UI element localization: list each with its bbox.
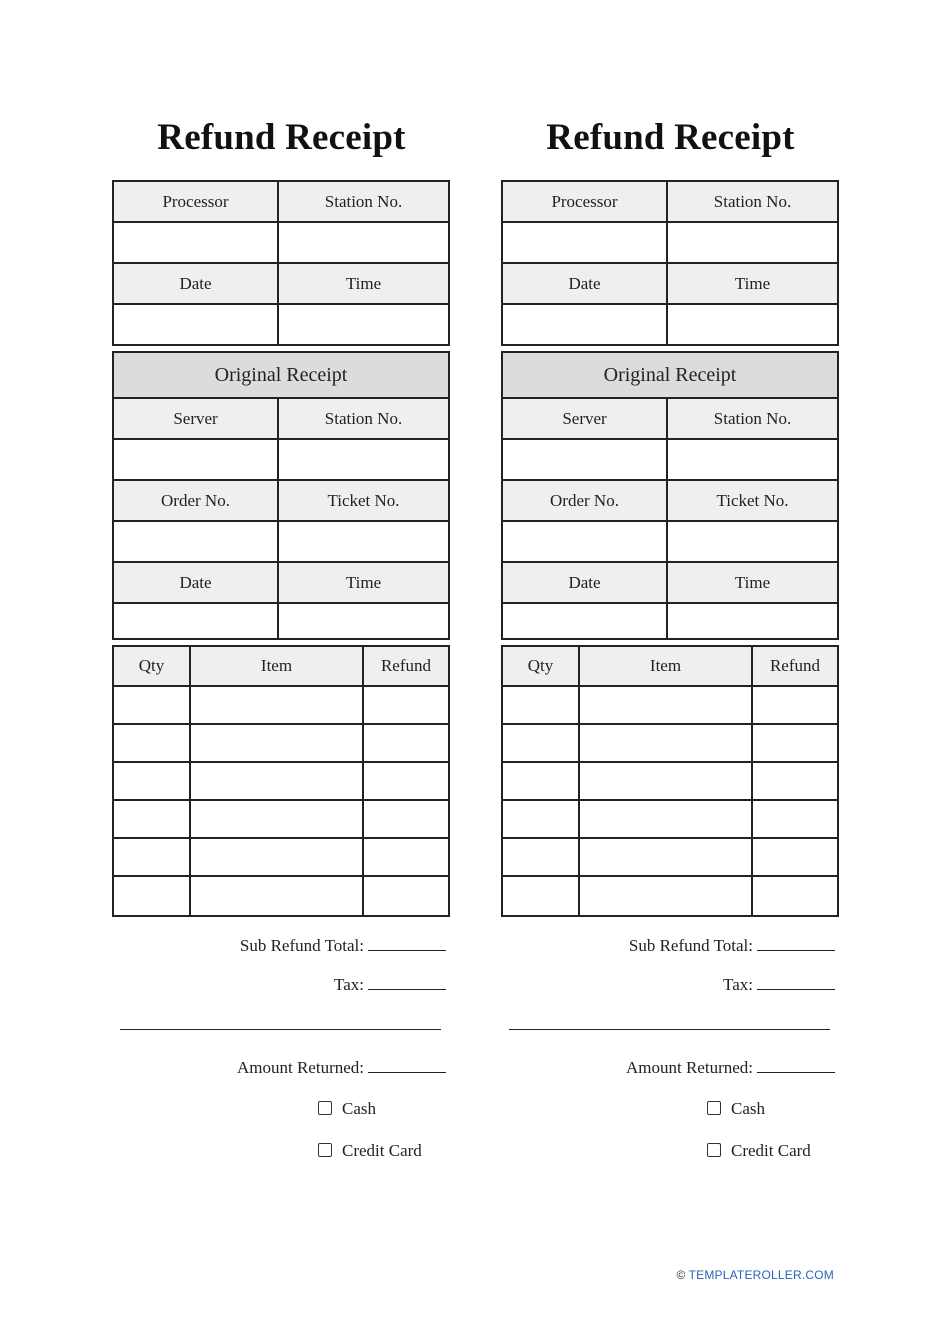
- orig-date-header: Date: [502, 562, 667, 603]
- tax-row: [334, 975, 446, 995]
- item-cell[interactable]: [190, 762, 363, 800]
- item-cell[interactable]: [579, 724, 752, 762]
- item-cell[interactable]: [190, 686, 363, 724]
- credit-card-checkbox[interactable]: [318, 1143, 332, 1157]
- processor-field[interactable]: [502, 222, 667, 263]
- table-row: [113, 838, 449, 876]
- refund-cell[interactable]: [752, 838, 838, 876]
- station-header: Station No.: [278, 181, 449, 222]
- station-field[interactable]: [667, 222, 838, 263]
- qty-cell[interactable]: [502, 800, 579, 838]
- amount-returned-field[interactable]: [757, 1058, 835, 1073]
- time-header: Time: [278, 263, 449, 304]
- sub-refund-total-field[interactable]: [757, 936, 835, 951]
- sub-refund-total-field[interactable]: [368, 936, 446, 951]
- order-field[interactable]: [502, 521, 667, 562]
- item-cell[interactable]: [190, 800, 363, 838]
- qty-cell[interactable]: [113, 838, 190, 876]
- time-field[interactable]: [278, 304, 449, 345]
- orig-time-field[interactable]: [278, 603, 449, 639]
- sub-refund-total-row: [629, 936, 835, 956]
- item-cell[interactable]: [579, 686, 752, 724]
- cash-checkbox[interactable]: [318, 1101, 332, 1115]
- table-row: [113, 762, 449, 800]
- refund-cell[interactable]: [752, 800, 838, 838]
- table-row: [502, 838, 838, 876]
- table-row: [502, 762, 838, 800]
- qty-cell[interactable]: [113, 724, 190, 762]
- qty-cell[interactable]: [113, 762, 190, 800]
- orig-station-field[interactable]: [667, 439, 838, 480]
- table-row: [502, 686, 838, 724]
- item-cell[interactable]: [190, 876, 363, 916]
- item-header: Item: [579, 646, 752, 686]
- qty-header: Qty: [502, 646, 579, 686]
- amount-returned-field[interactable]: [368, 1058, 446, 1073]
- sub-refund-total-label: Sub Refund Total:: [239, 936, 364, 955]
- credit-card-label: Credit Card: [342, 1141, 422, 1160]
- time-field[interactable]: [667, 304, 838, 345]
- table-row: [502, 876, 838, 916]
- refund-cell[interactable]: [363, 838, 449, 876]
- processor-field[interactable]: [113, 222, 278, 263]
- original-receipt-table: [501, 351, 839, 640]
- refund-cell[interactable]: [363, 876, 449, 916]
- order-header: Order No.: [113, 480, 278, 521]
- item-cell[interactable]: [190, 838, 363, 876]
- item-cell[interactable]: [579, 762, 752, 800]
- ticket-header: Ticket No.: [667, 480, 838, 521]
- item-cell[interactable]: [579, 800, 752, 838]
- sub-refund-total-label: Sub Refund Total:: [628, 936, 753, 955]
- receipt-title: Refund Receipt: [157, 117, 406, 158]
- receipt-title: Refund Receipt: [546, 117, 795, 158]
- date-header: Date: [113, 263, 278, 304]
- tax-label: Tax:: [334, 975, 364, 994]
- orig-date-field[interactable]: [113, 603, 278, 639]
- orig-date-header: Date: [113, 562, 278, 603]
- processor-header: Processor: [113, 181, 278, 222]
- date-field[interactable]: [502, 304, 667, 345]
- original-receipt-header: Original Receipt: [502, 352, 838, 398]
- ticket-field[interactable]: [667, 521, 838, 562]
- item-header: Item: [190, 646, 363, 686]
- refund-cell[interactable]: [363, 800, 449, 838]
- date-header: Date: [502, 263, 667, 304]
- qty-cell[interactable]: [113, 686, 190, 724]
- items-table: [501, 645, 839, 917]
- tax-label: Tax:: [723, 975, 753, 994]
- orig-station-header: Station No.: [667, 398, 838, 439]
- qty-cell[interactable]: [502, 838, 579, 876]
- qty-cell[interactable]: [113, 876, 190, 916]
- processor-header: Processor: [502, 181, 667, 222]
- credit-card-option[interactable]: [318, 1141, 422, 1161]
- amount-returned-row: [237, 1058, 446, 1078]
- ticket-field[interactable]: [278, 521, 449, 562]
- table-row: [502, 800, 838, 838]
- table-row: [113, 686, 449, 724]
- cash-label: Cash: [731, 1099, 765, 1118]
- item-cell[interactable]: [579, 838, 752, 876]
- order-header: Order No.: [502, 480, 667, 521]
- original-receipt-header: Original Receipt: [113, 352, 449, 398]
- footer-brand-link[interactable]: TEMPLATEROLLER.COM: [688, 1268, 834, 1282]
- server-header: Server: [502, 398, 667, 439]
- processor-table: [501, 180, 839, 346]
- order-field[interactable]: [113, 521, 278, 562]
- server-field[interactable]: [502, 439, 667, 480]
- table-row: [113, 724, 449, 762]
- refund-cell[interactable]: [363, 762, 449, 800]
- items-table: [112, 645, 450, 917]
- copyright-symbol: ©: [676, 1268, 686, 1282]
- station-field[interactable]: [278, 222, 449, 263]
- qty-cell[interactable]: [113, 800, 190, 838]
- qty-cell[interactable]: [502, 876, 579, 916]
- orig-time-header: Time: [667, 562, 838, 603]
- divider: [120, 1029, 441, 1030]
- ticket-header: Ticket No.: [278, 480, 449, 521]
- qty-cell[interactable]: [502, 724, 579, 762]
- orig-time-field[interactable]: [667, 603, 838, 639]
- credit-card-checkbox[interactable]: [707, 1143, 721, 1157]
- table-row: [113, 800, 449, 838]
- item-cell[interactable]: [579, 876, 752, 916]
- sub-refund-total-row: [240, 936, 446, 956]
- orig-time-header: Time: [278, 562, 449, 603]
- credit-card-option[interactable]: [707, 1141, 811, 1161]
- amount-returned-label: Amount Returned:: [236, 1058, 364, 1077]
- server-field[interactable]: [113, 439, 278, 480]
- tax-row: [723, 975, 835, 995]
- refund-cell[interactable]: [752, 686, 838, 724]
- qty-cell[interactable]: [502, 686, 579, 724]
- divider: [509, 1029, 830, 1030]
- refund-cell[interactable]: [363, 724, 449, 762]
- table-row: [502, 724, 838, 762]
- refund-cell[interactable]: [363, 686, 449, 724]
- tax-field[interactable]: [757, 975, 835, 990]
- station-header: Station No.: [667, 181, 838, 222]
- credit-card-label: Credit Card: [731, 1141, 811, 1160]
- amount-returned-label: Amount Returned:: [625, 1058, 753, 1077]
- qty-cell[interactable]: [502, 762, 579, 800]
- date-field[interactable]: [113, 304, 278, 345]
- refund-cell[interactable]: [752, 762, 838, 800]
- time-header: Time: [667, 263, 838, 304]
- cash-checkbox[interactable]: [707, 1101, 721, 1115]
- cash-option[interactable]: [707, 1099, 765, 1119]
- orig-station-header: Station No.: [278, 398, 449, 439]
- footer-credit: [677, 1268, 834, 1282]
- table-row: [113, 876, 449, 916]
- tax-field[interactable]: [368, 975, 446, 990]
- refund-cell[interactable]: [752, 724, 838, 762]
- item-cell[interactable]: [190, 724, 363, 762]
- refund-cell[interactable]: [752, 876, 838, 916]
- refund-header: Refund: [752, 646, 838, 686]
- amount-returned-row: [626, 1058, 835, 1078]
- orig-date-field[interactable]: [502, 603, 667, 639]
- cash-option[interactable]: [318, 1099, 376, 1119]
- cash-label: Cash: [342, 1099, 376, 1118]
- orig-station-field[interactable]: [278, 439, 449, 480]
- qty-header: Qty: [113, 646, 190, 686]
- refund-header: Refund: [363, 646, 449, 686]
- original-receipt-table: [112, 351, 450, 640]
- processor-table: [112, 180, 450, 346]
- server-header: Server: [113, 398, 278, 439]
